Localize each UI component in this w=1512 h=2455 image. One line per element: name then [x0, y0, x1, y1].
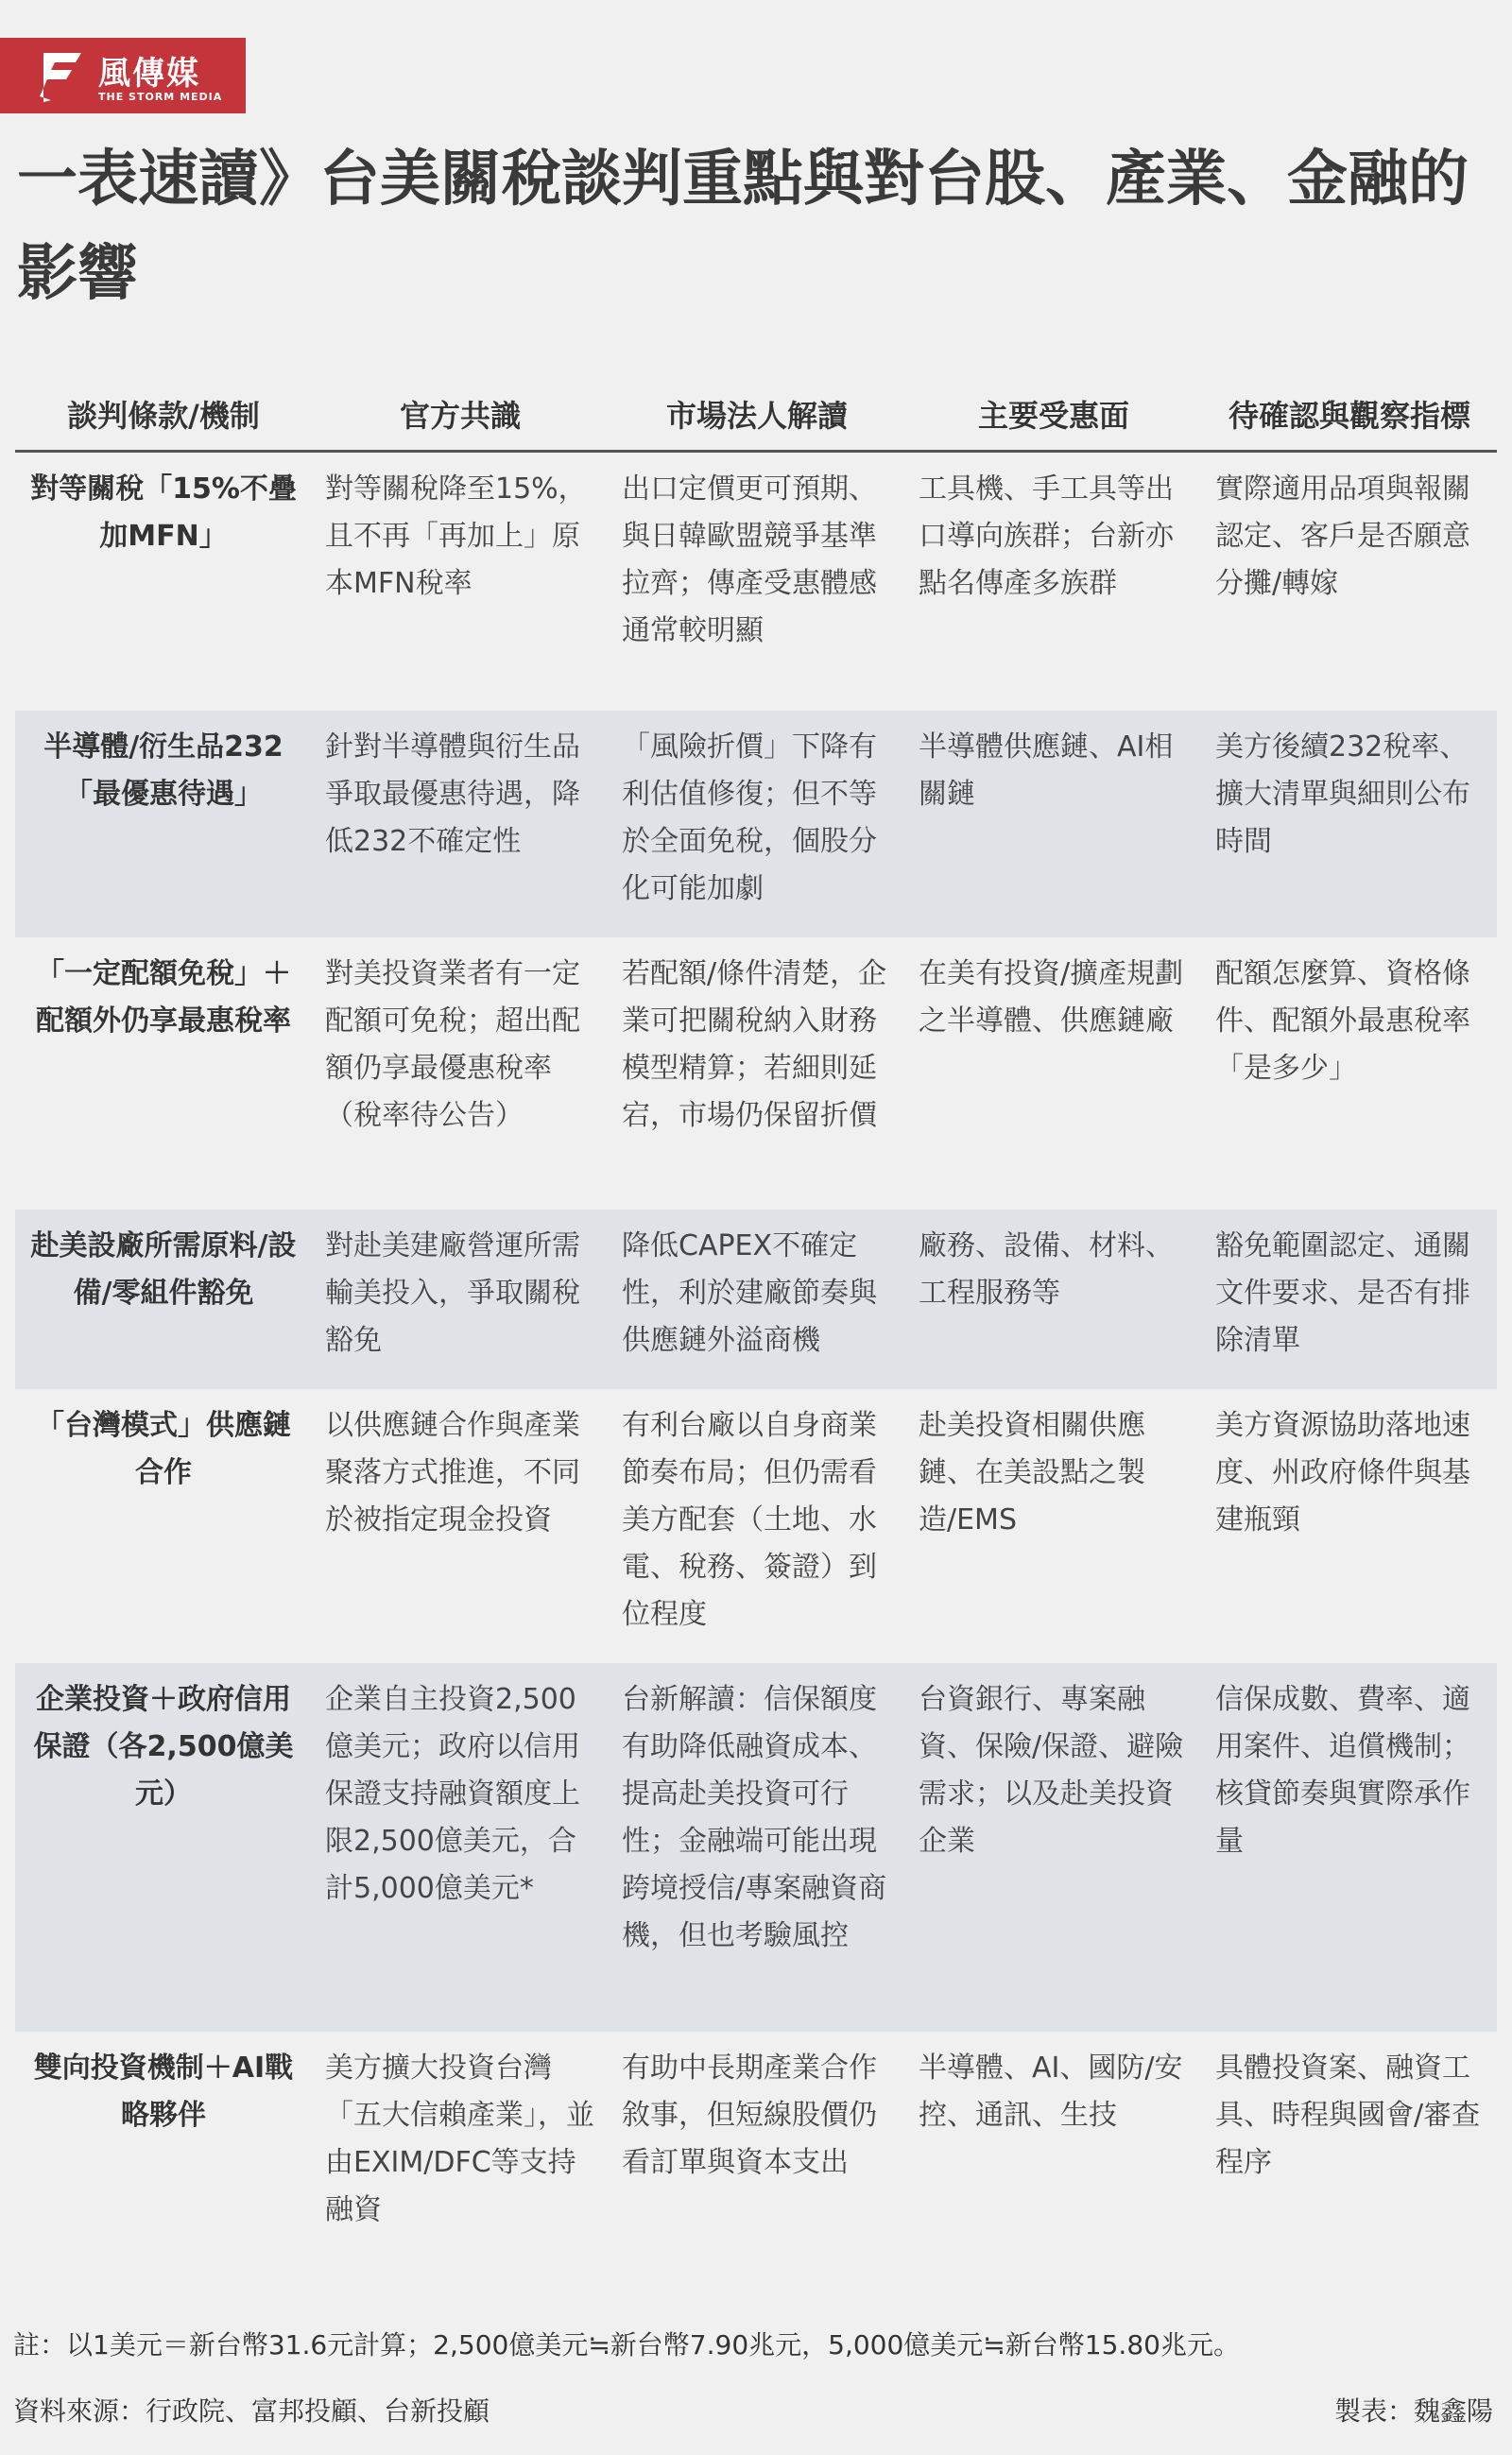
cell-consensus: 美方擴大投資台灣「五大信賴產業」，並由EXIM/DFC等支持融資 [325, 2051, 594, 2226]
cell-beneficiaries: 工具機、手工具等出口導向族群；台新亦點名傳產多族群 [919, 472, 1174, 600]
cell-beneficiaries: 半導體、AI、國防/安控、通訊、生技 [919, 2051, 1183, 2132]
cell-watch: 美方資源協助落地速度、州政府條件與基建瓶頸 [1215, 1408, 1470, 1537]
cell-beneficiaries: 廠務、設備、材料、工程服務等 [905, 1210, 1202, 1389]
brand-logo [0, 38, 246, 113]
page-title: 一表速讀》台美關稅談判重點與對台股、產業、金融的影響 [17, 145, 1469, 309]
cell-clause: 赴美設廠所需原料/設備/零組件豁免 [15, 1210, 312, 1389]
cell-interpretation: 有利台廠以自身商業節奏布局；但仍需看美方配套（土地、水電、稅務、簽證）到位程度 [622, 1408, 877, 1631]
cell-clause: 半導體/衍生品232「最優惠待遇」 [15, 711, 312, 937]
table-row [15, 1210, 1497, 1389]
cell-watch: 豁免範圍認定、通關文件要求、是否有排除清單 [1202, 1210, 1497, 1389]
cell-consensus: 以供應鏈合作與產業聚落方式推進，不同於被指定現金投資 [325, 1408, 580, 1537]
cell-consensus: 企業自主投資2,500億美元；政府以信用保證支持融資額度上限2,500億美元，合計5,000億美元* [312, 1663, 609, 2032]
cell-clause: 企業投資＋政府信用保證（各2,500億美元） [15, 1663, 312, 2032]
cell-clause: 對等關稅「15%不疊加MFN」 [30, 472, 297, 553]
cell-beneficiaries: 台資銀行、專案融資、保險/保證、避險需求；以及赴美投資企業 [905, 1663, 1202, 2032]
footnote: 註：以1美元＝新台幣31.6元計算；2,500億美元≒新台幣7.90兆元，5,000億美元≒新台幣15.80兆元。 [13, 2329, 1240, 2361]
header-watch: 待確認與觀察指標 [1202, 378, 1497, 452]
cell-interpretation: 有助中長期產業合作敘事，但短線股價仍看訂單與資本支出 [622, 2051, 877, 2179]
cell-watch: 信保成數、費率、適用案件、追償機制；核貸節奏與實際承作量 [1202, 1663, 1497, 2032]
cell-consensus: 針對半導體與衍生品爭取最優惠待遇，降低232不確定性 [312, 711, 609, 937]
cell-consensus: 對美投資業者有一定配額可免稅；超出配額仍享最優惠稅率（稅率待公告） [325, 956, 580, 1132]
cell-interpretation: 台新解讀：信保額度有助降低融資成本、提高赴美投資可行性；金融端可能出現跨境授信/專案融資商機，但也考驗風控 [609, 1663, 905, 2032]
cell-beneficiaries: 半導體供應鏈、AI相關鏈 [905, 711, 1202, 937]
comparison-table [15, 378, 1497, 2306]
table-row [15, 711, 1497, 937]
header-beneficiaries: 主要受惠面 [905, 378, 1202, 452]
header-consensus: 官方共識 [312, 378, 609, 452]
data-source: 資料來源：行政院、富邦投顧、台新投顧 [13, 2395, 490, 2427]
cell-beneficiaries: 赴美投資相關供應鏈、在美設點之製造/EMS [919, 1408, 1145, 1537]
cell-watch: 美方後續232稅率、擴大清單與細則公布時間 [1202, 711, 1497, 937]
cell-watch: 實際適用品項與報關認定、客戶是否願意分攤/轉嫁 [1215, 472, 1470, 600]
brand-name-cn: 風傳媒 [98, 55, 200, 93]
table-row [15, 2032, 1497, 2306]
header-interpretation: 市場法人解讀 [609, 378, 905, 452]
cell-clause: 雙向投資機制＋AI戰略夥伴 [33, 2051, 294, 2132]
cell-interpretation: 若配額/條件清楚，企業可把關稅納入財務模型精算；若細則延宕，市場仍保留折價 [622, 956, 887, 1132]
cell-clause: 「台灣模式」供應鏈合作 [36, 1408, 291, 1489]
cell-interpretation: 降低CAPEX不確定性，利於建廠節奏與供應鏈外溢商機 [609, 1210, 905, 1389]
cell-beneficiaries: 在美有投資/擴產規劃之半導體、供應鏈廠 [919, 956, 1184, 1038]
cell-interpretation: 出口定價更可預期、與日韓歐盟競爭基準拉齊；傳產受惠體感通常較明顯 [622, 472, 877, 647]
storm-logo-icon [38, 49, 87, 102]
table-header-row [15, 378, 1497, 452]
cell-consensus: 對赴美建廠營運所需輸美投入，爭取關稅豁免 [312, 1210, 609, 1389]
table-row [15, 452, 1497, 711]
cell-clause: 「一定配額免稅」＋配額外仍享最惠稅率 [36, 956, 291, 1038]
cell-consensus: 對等關稅降至15%，且不再「再加上」原本MFN稅率 [325, 472, 587, 600]
table-maker: 製表：魏鑫陽 [1333, 2395, 1493, 2427]
header-clause: 談判條款/機制 [15, 378, 312, 452]
cell-watch: 具體投資案、融資工具、時程與國會/審查程序 [1215, 2051, 1481, 2179]
cell-interpretation: 「風險折價」下降有利估值修復；但不等於全面免稅，個股分化可能加劇 [609, 711, 905, 937]
table-row [15, 937, 1497, 1210]
table-row [15, 1389, 1497, 1663]
brand-name-en: THE STORM MEDIA [98, 91, 223, 103]
table-row [15, 1663, 1497, 2032]
cell-watch: 配額怎麼算、資格條件、配額外最惠稅率「是多少」 [1215, 956, 1470, 1085]
